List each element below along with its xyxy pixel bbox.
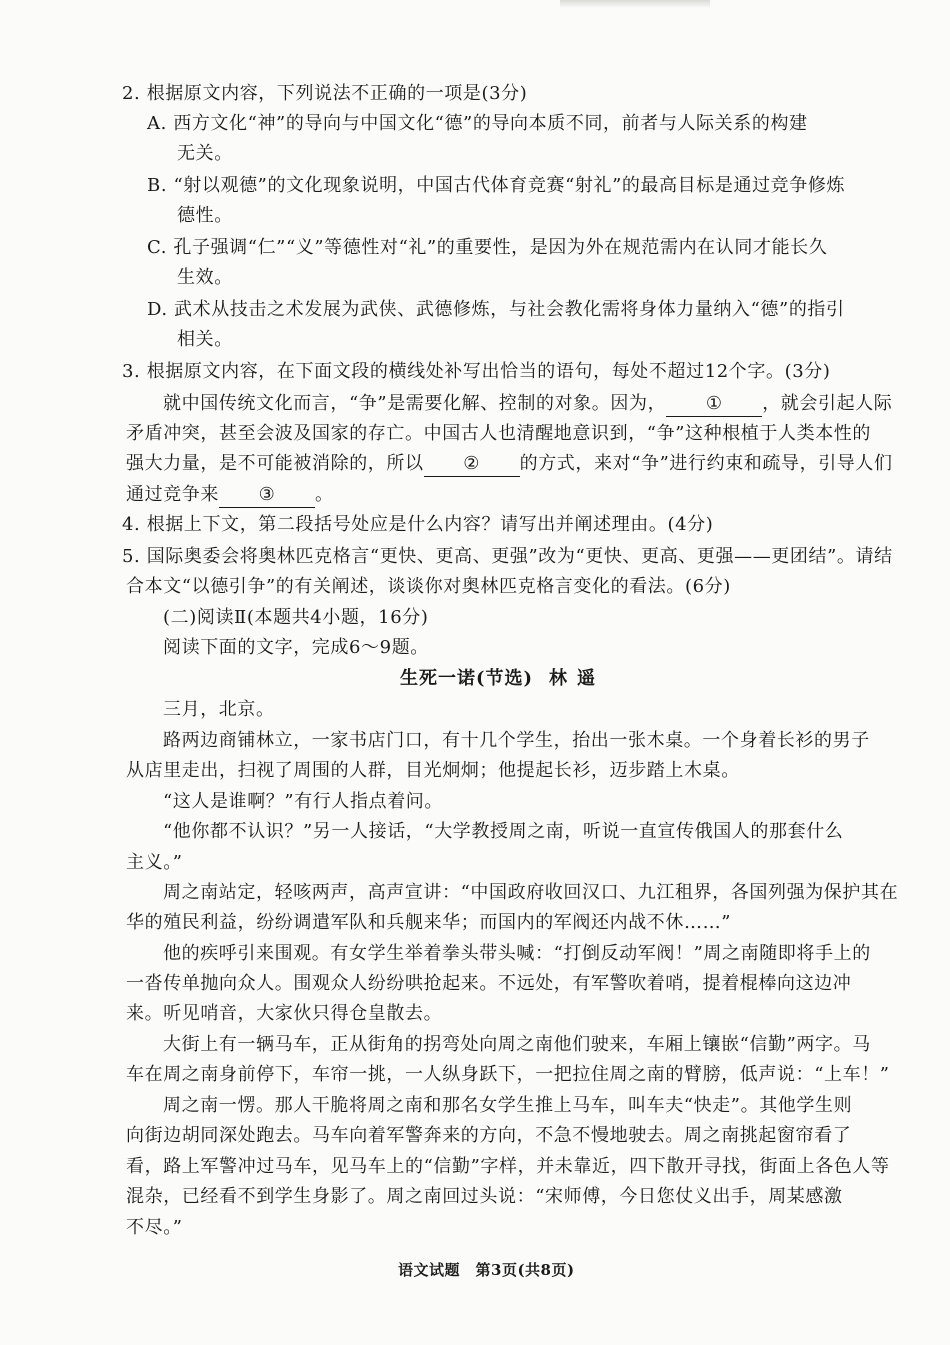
q2-stem: 2. 根据原文内容，下列说法不正确的一项是(3分) — [122, 83, 528, 104]
q2-option-a-cont: 无关。 — [177, 143, 233, 164]
q2-option-d: D. 武术从技击之术发展为武侠、武德修炼，与社会教化需将身体力量纳入“德”的指引 — [147, 299, 845, 320]
story-title: 生死一诺(节选) — [400, 668, 534, 689]
q5-stem-line-2: 合本文“以德引争”的有关阐述，谈谈你对奥林匹克格言变化的看法。(6分) — [126, 576, 731, 597]
story-line: 混杂，已经看不到学生身影了。周之南回过头说：“宋师傅，今日您仗义出手，周某感激 — [126, 1186, 843, 1207]
story-line: 一沓传单抛向众人。围观众人纷纷哄抢起来。不远处，有军警吹着哨，提着棍棒向这边冲 — [126, 973, 852, 994]
q3-passage-line-4 — [126, 481, 334, 509]
story-line: 华的殖民利益，纷纷调遣军队和兵舰来华；而国内的军阀还内战不休……” — [126, 912, 731, 933]
q5-stem-line-1: 5. 国际奥委会将奥林匹克格言“更快、更高、更强”改为“更快、更高、更强——更团结”。请结 — [122, 546, 893, 567]
q3-passage-line-3 — [126, 450, 893, 478]
q3-passage-line-1 — [163, 390, 892, 418]
q2-option-d-cont: 相关。 — [177, 329, 233, 350]
q3-blank-1[interactable]: ① — [666, 392, 762, 417]
q3-stem: 3. 根据原文内容，在下面文段的横线处补写出恰当的语句，每处不超过12个字。(3分) — [122, 361, 831, 382]
scan-smudge — [560, 0, 710, 8]
q3-passage-line-2: 矛盾冲突，甚至会波及国家的存亡。中国古人也清醒地意识到，“争”这种根植于人类本性的 — [126, 423, 871, 444]
q3-text: 通过竞争来 — [126, 484, 219, 505]
q2-option-c: C. 孔子强调“仁”“义”等德性对“礼”的重要性，是因为外在规范需内在认同才能长久 — [147, 237, 828, 258]
q2-option-b: B. “射以观德”的文化现象说明，中国古代体育竞赛“射礼”的最高目标是通过竞争修炼 — [147, 175, 846, 196]
story-line: 主义。” — [126, 852, 183, 873]
story-line: 从店里走出，扫视了周围的人群，目光炯炯；他提起长衫，迈步踏上木桌。 — [126, 760, 740, 781]
story-line: “他你都不认识？”另一人接话，“大学教授周之南，听说一直宣传俄国人的那套什么 — [163, 821, 844, 842]
q3-text: 就中国传统文化而言，“争”是需要化解、控制的对象。因为， — [163, 393, 667, 414]
page-footer: 语文试题 第3页(共8页) — [398, 1261, 575, 1279]
story-line: 不尽。” — [126, 1217, 183, 1238]
story-line: 来。听见哨音，大家伙只得仓皇散去。 — [126, 1003, 443, 1024]
section-heading: (二)阅读Ⅱ(本题共4小题，16分) — [163, 607, 429, 628]
story-line: 看，路上军警冲过马车，见马车上的“信勤”字样，并未靠近，四下散开寻找，街面上各色人等 — [126, 1156, 890, 1177]
q3-text: 。 — [315, 484, 334, 505]
story-line: 路两边商铺林立，一家书店门口，有十几个学生，抬出一张木桌。一个身着长衫的男子 — [163, 730, 870, 751]
q2-option-b-cont: 德性。 — [177, 205, 233, 226]
q3-text: 的方式，来对“争”进行约束和疏导，引导人们 — [519, 453, 893, 474]
story-line: 三月，北京。 — [163, 699, 275, 720]
story-line: 他的疾呼引来围观。有女学生举着拳头带头喊：“打倒反动军阀！”周之南随即将手上的 — [163, 943, 871, 964]
q2-option-a: A. 西方文化“神”的导向与中国文化“德”的导向本质不同，前者与人际关系的构建 — [147, 113, 808, 134]
q2-option-c-cont: 生效。 — [177, 267, 233, 288]
story-line: 向街边胡同深处跑去。马车向着军警奔来的方向，不急不慢地驶去。周之南挑起窗帘看了 — [126, 1125, 852, 1146]
story-line: 大街上有一辆马车，正从街角的拐弯处向周之南他们驶来，车厢上镶嵌“信勤”两字。马 — [163, 1034, 871, 1055]
story-line: “这人是谁啊？”有行人指点着问。 — [163, 791, 444, 812]
q3-blank-3[interactable]: ③ — [219, 483, 315, 508]
story-title-line — [400, 665, 605, 693]
story-author: 林遥 — [549, 668, 606, 689]
q3-text: ，就会引起人际 — [762, 393, 893, 414]
q3-blank-2[interactable]: ② — [424, 452, 520, 477]
q4-stem: 4. 根据上下文，第二段括号处应是什么内容？请写出并阐述理由。(4分) — [122, 514, 714, 535]
section-instruction: 阅读下面的文字，完成6～9题。 — [163, 637, 429, 658]
story-line: 周之南站定，轻咳两声，高声宣讲：“中国政府收回汉口、九江租界，各国列强为保护其在 — [163, 882, 899, 903]
q3-text: 强大力量，是不可能被消除的，所以 — [126, 453, 424, 474]
story-line: 周之南一愣。那人干脆将周之南和那名女学生推上马车，叫车夫“快走”。其他学生则 — [163, 1095, 853, 1116]
story-line: 车在周之南身前停下，车帘一挑，一人纵身跃下，一把拉住周之南的臂膀，低声说：“上车！” — [126, 1064, 890, 1085]
